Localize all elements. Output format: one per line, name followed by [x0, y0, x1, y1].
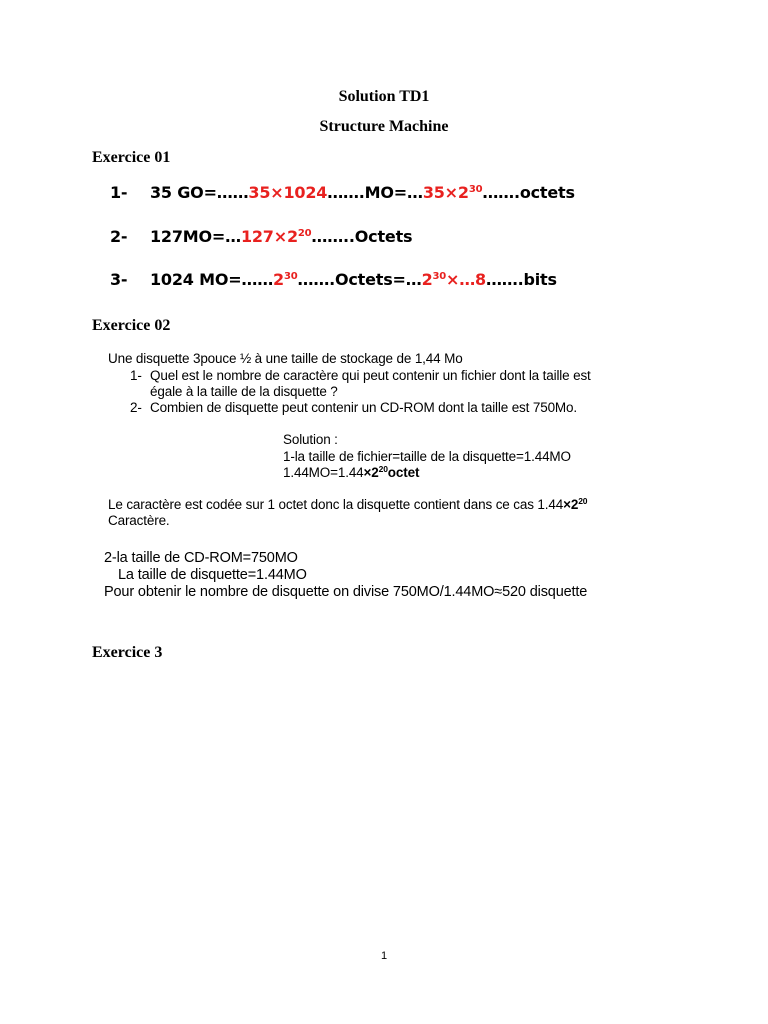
answer-value: $2^{30}$	[273, 270, 298, 289]
exercise-1-item-1: 1- 35 $GO=\dots\dots 35\times 1024\dots\dots.MO=\dots 35\times 2^{30}\dots\dots.octets$	[110, 183, 575, 202]
question-1-text-cont: égale à la taille de la disquette ?	[150, 384, 338, 399]
item-number: 1-	[110, 183, 128, 202]
character-explanation-line-1: Le caractère est codée sur 1 octet donc la disquette contient dans ce cas $1.44\times 2^{20}$	[108, 496, 588, 512]
exercise-1-item-2: 2- $127MO=\dots 127\times 2^{20}\dots\dots..Octets$	[110, 227, 413, 246]
answer-value: $127\times 2^{20}$	[240, 227, 312, 246]
solution-line-1: 1-la taille de fichier=taille de la disquette=1.44MO	[283, 449, 571, 464]
exercise-1-heading: Exercice 01	[92, 149, 171, 166]
answer-value: 35×1024	[248, 183, 328, 202]
question-2-number: 2-	[130, 400, 142, 415]
question-1-text: Quel est le nombre de caractère qui peut contenir un fichier dont la taille est	[150, 368, 591, 383]
exercise-2-heading: Exercice 02	[92, 317, 171, 334]
solution-line-2: $1.44MO=1.44\times 2^{20}octet$	[283, 464, 420, 480]
solution-label: Solution :	[283, 432, 338, 447]
page-number: 1	[380, 950, 388, 962]
question-1-number: 1-	[130, 368, 142, 383]
floppy-size-line: La taille de disquette=1.44MO	[118, 567, 307, 583]
answer-value: $35\times 2^{30}$	[422, 183, 483, 202]
character-explanation-line-2: Caractère.	[108, 513, 170, 528]
answer-value: $2^{30}\times\dots 8$	[421, 270, 486, 289]
cdrom-size-line: 2-la taille de CD-ROM=750MO	[104, 550, 298, 566]
question-2-text: Combien de disquette peut contenir un CD-ROM dont la taille est 750Mo.	[150, 400, 577, 415]
item-number: 2-	[110, 227, 128, 246]
item-number: 3-	[110, 270, 128, 289]
document-subtitle: Structure Machine	[319, 118, 449, 135]
exercise-3-heading: Exercice 3	[92, 644, 163, 661]
document-title: Solution TD1	[338, 88, 430, 105]
division-result-line: Pour obtenir le nombre de disquette on divise 750MO/1.44MO≈520 disquette	[104, 584, 588, 600]
exercise-1-item-3: 3- 1024 $MO=\dots\dots 2^{30}\dots\dots.Octets=\dots 2^{30}\times\dots 8\dots\dots.bits$	[110, 270, 557, 289]
exercise-2-intro: Une disquette 3pouce ½ à une taille de stockage de 1,44 Mo	[108, 351, 463, 366]
